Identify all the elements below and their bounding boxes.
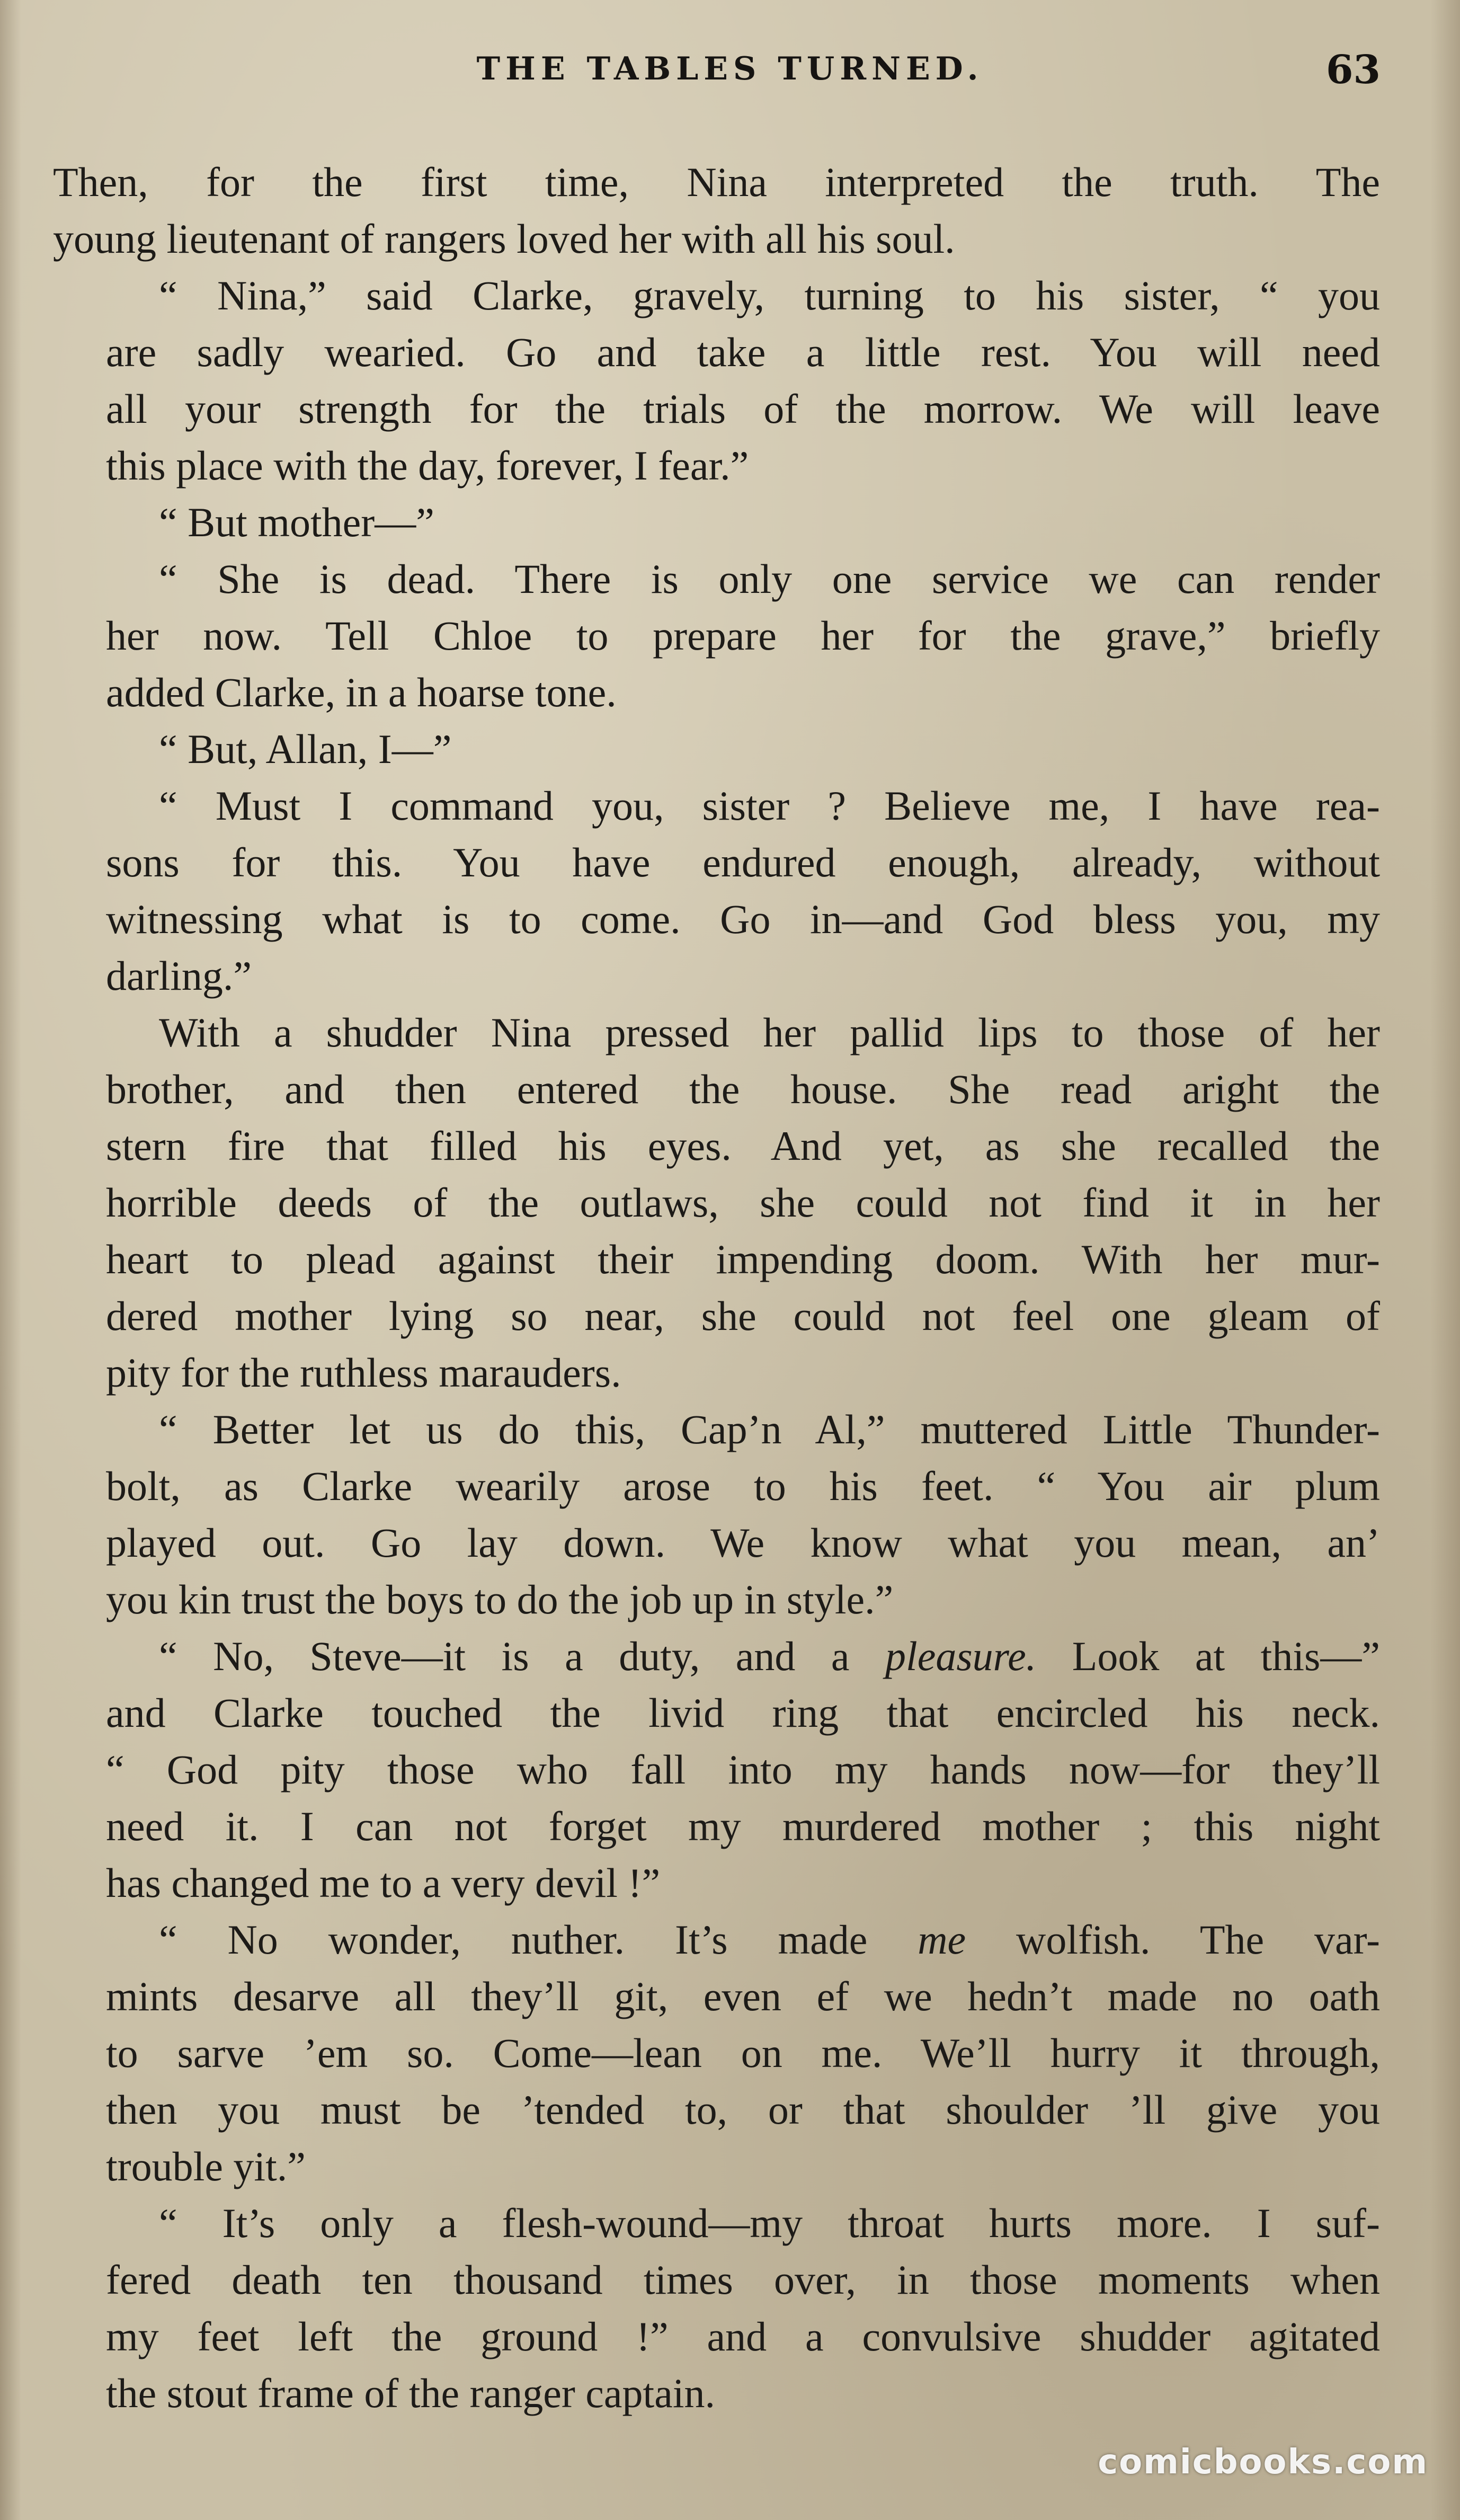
paragraph xyxy=(53,1911,1380,2195)
chapter-running-title: THE TABLES TURNED. xyxy=(476,50,984,87)
text-line: dered mother lying so near, she could not feel one gleam of xyxy=(106,1293,1380,1339)
text-line: “ Must I command you, sister ? Believe me, I have rea- xyxy=(159,783,1380,829)
text-line: young lieutenant of rangers loved her with all his soul. xyxy=(53,216,955,262)
text-line: “ But mother—” xyxy=(159,499,434,545)
text-run: “ No wonder, nuther. It’s made xyxy=(159,1916,918,1963)
text-line: Then, for the first time, Nina interpreted the truth. The xyxy=(53,159,1380,205)
paragraph xyxy=(53,267,1380,494)
paragraph xyxy=(53,1004,1380,1401)
running-head xyxy=(0,47,1460,98)
text-run: “ No, Steve—it is a duty, and a xyxy=(159,1633,886,1679)
text-run: Look at this—” xyxy=(1036,1633,1380,1679)
text-line: to sarve ’em so. Come—lean on me. We’ll hurry it through, xyxy=(106,2030,1380,2076)
italic-word: pleasure. xyxy=(885,1633,1037,1679)
text-line: and Clarke touched the livid ring that encircled his neck. xyxy=(106,1690,1380,1736)
text-line: fered death ten thousand times over, in those moments when xyxy=(106,2257,1380,2303)
paragraph xyxy=(53,721,1380,777)
paragraph xyxy=(53,1628,1380,1911)
page-number: 63 xyxy=(1326,47,1381,93)
text-line: “ Better let us do this, Cap’n Al,” muttered Little Thunder- xyxy=(159,1406,1380,1452)
text-line: need it. I can not forget my murdered mother ; this night xyxy=(106,1803,1380,1849)
text-line xyxy=(53,1628,1380,1684)
text-line: this place with the day, forever, I fear.” xyxy=(106,442,749,489)
text-line: has changed me to a very devil !” xyxy=(106,1860,661,1906)
text-line: trouble yit.” xyxy=(106,2143,306,2189)
text-line: brother, and then entered the house. She read aright the xyxy=(106,1066,1380,1112)
text-line: the stout frame of the ranger captain. xyxy=(106,2370,716,2416)
text-line: With a shudder Nina pressed her pallid lips to those of her xyxy=(159,1009,1380,1055)
paragraph xyxy=(53,551,1380,721)
text-run: wolfish. The var- xyxy=(966,1916,1380,1963)
paragraph xyxy=(53,1401,1380,1628)
paragraph xyxy=(53,154,1380,267)
paragraph xyxy=(53,777,1380,1004)
text-line: pity for the ruthless marauders. xyxy=(106,1350,621,1396)
text-line: witnessing what is to come. Go in—and God bless you, my xyxy=(106,896,1380,942)
text-line: “ It’s only a flesh-wound—my throat hurts more. I suf- xyxy=(159,2200,1380,2246)
text-line: mints desarve all they’ll git, even ef we hedn’t made no oath xyxy=(106,1973,1380,2019)
text-line: stern fire that filled his eyes. And yet, as she recalled the xyxy=(106,1123,1380,1169)
text-line: “ She is dead. There is only one service we can render xyxy=(159,556,1380,602)
text-line: you kin trust the boys to do the job up in style.” xyxy=(106,1576,894,1622)
text-line: “ God pity those who fall into my hands now—for they’ll xyxy=(106,1746,1380,1793)
text-line: “ But, Allan, I—” xyxy=(159,726,452,772)
text-line: her now. Tell Chloe to prepare her for the grave,” briefly xyxy=(106,613,1380,659)
text-line: added Clarke, in a hoarse tone. xyxy=(106,669,617,715)
site-watermark: comicbooks.com xyxy=(1098,2443,1428,2482)
text-line: heart to plead against their impending doom. With her mur- xyxy=(106,1236,1380,1282)
text-line: horrible deeds of the outlaws, she could not find it in her xyxy=(106,1179,1380,1226)
text-line: bolt, as Clarke wearily arose to his feet. “ You air plum xyxy=(106,1463,1380,1509)
text-line: played out. Go lay down. We know what you mean, an’ xyxy=(106,1520,1380,1566)
text-line: are sadly wearied. Go and take a little rest. You will need xyxy=(106,329,1380,375)
text-line: “ Nina,” said Clarke, gravely, turning to his sister, “ you xyxy=(159,272,1380,318)
paragraph xyxy=(53,494,1380,551)
text-line: darling.” xyxy=(106,953,252,999)
text-line: my feet left the ground !” and a convulsive shudder agitated xyxy=(106,2313,1380,2359)
text-line: sons for this. You have endured enough, already, without xyxy=(106,839,1380,885)
italic-word: me xyxy=(918,1916,966,1963)
text-line: then you must be ’tended to, or that shoulder ’ll give you xyxy=(106,2087,1380,2133)
body-text xyxy=(53,154,1380,2421)
paragraph xyxy=(53,2195,1380,2421)
text-line xyxy=(53,1911,1380,1968)
text-line: all your strength for the trials of the morrow. We will leave xyxy=(106,386,1380,432)
